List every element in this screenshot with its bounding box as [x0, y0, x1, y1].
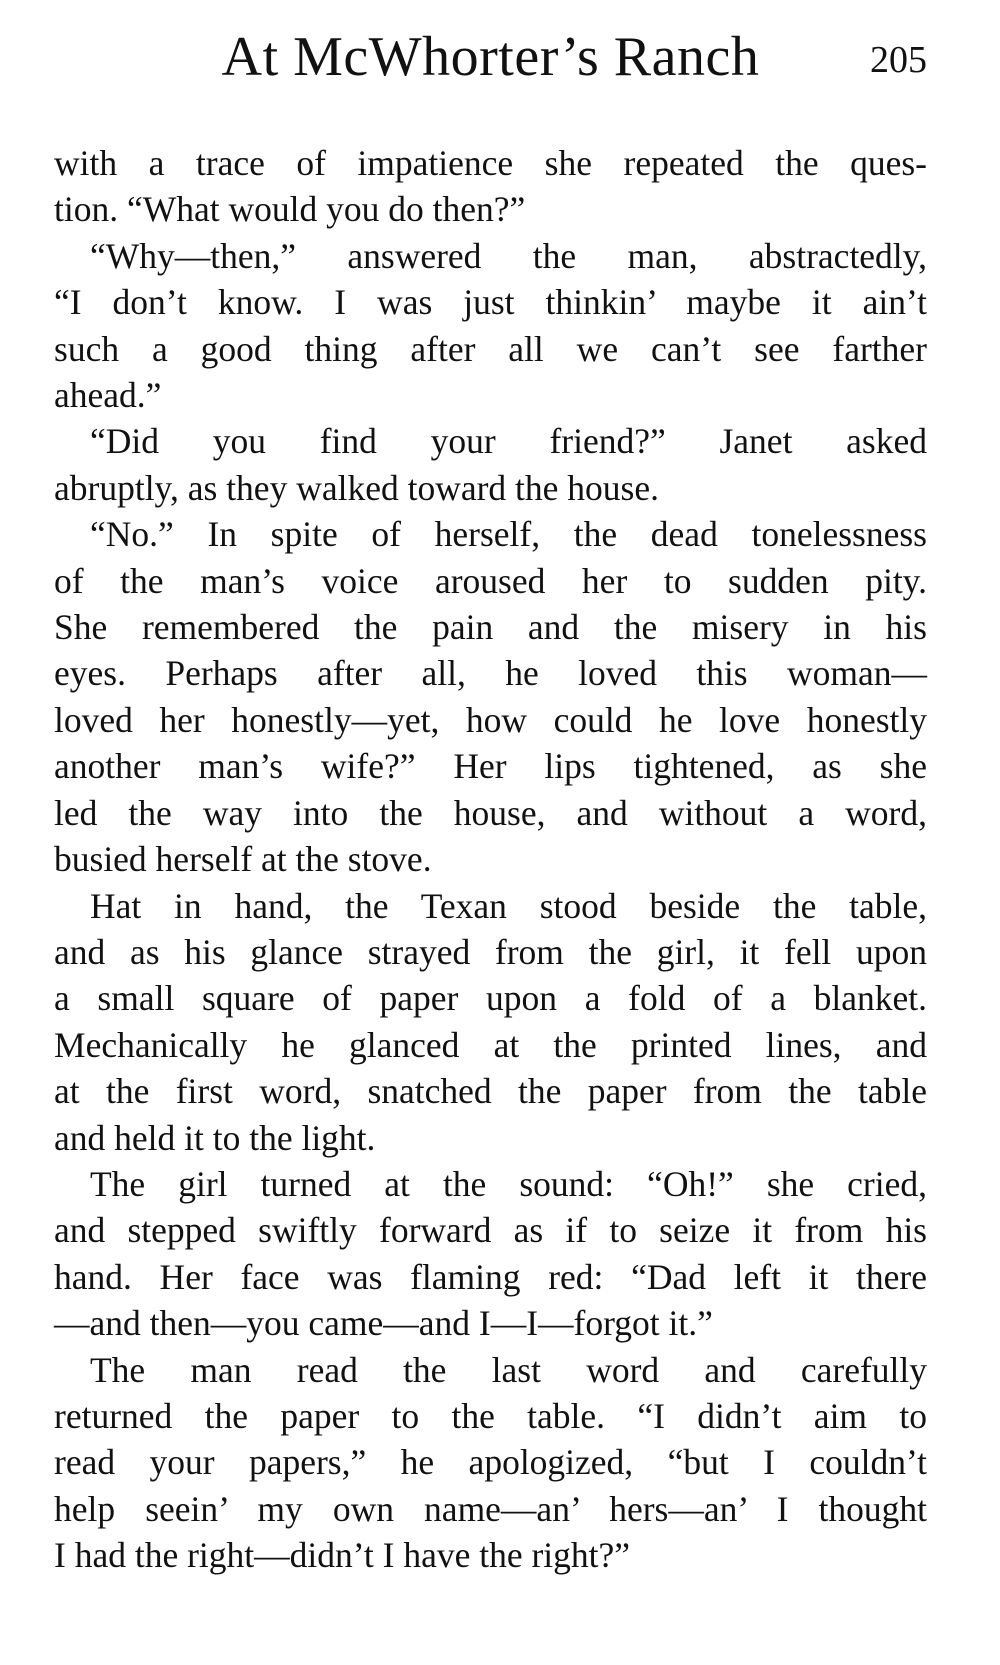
text-line: at the first word, snatched the paper from the table — [54, 1071, 927, 1112]
text-line: loved her honestly—yet, how could he love honestly — [54, 699, 927, 740]
text-line: a small square of paper upon a fold of a blanket. — [54, 978, 927, 1019]
body-text — [54, 140, 927, 1579]
text-line: help seein’ my own name—an’ hers—an’ I thought — [54, 1488, 927, 1529]
text-line: Mechanically he glanced at the printed lines, and — [54, 1024, 927, 1065]
text-line: ahead.” — [54, 375, 162, 416]
text-line: “I don’t know. I was just thinkin’ maybe it ain’t — [54, 282, 927, 323]
text-line: —and then—you came—and I—I—forgot it.” — [54, 1303, 713, 1344]
text-line: and stepped swiftly forward as if to seize it from his — [54, 1210, 927, 1251]
text-line: The girl turned at the sound: “Oh!” she cried, — [90, 1163, 927, 1204]
text-line: and as his glance strayed from the girl, it fell upon — [54, 931, 927, 972]
text-line: Hat in hand, the Texan stood beside the table, — [90, 885, 927, 926]
text-line: tion. “What would you do then?” — [54, 189, 526, 230]
text-line: She remembered the pain and the misery in his — [54, 607, 927, 648]
text-line: and held it to the light. — [54, 1117, 376, 1158]
text-line: of the man’s voice aroused her to sudden pity. — [54, 560, 927, 601]
text-line: abruptly, as they walked toward the house. — [54, 467, 659, 508]
text-line: The man read the last word and carefully — [90, 1349, 927, 1390]
text-line: “Why—then,” answered the man, abstractedly, — [90, 235, 927, 276]
text-line: such a good thing after all we can’t see farther — [54, 328, 927, 369]
text-line: returned the paper to the table. “I didn’t aim to — [54, 1395, 927, 1436]
page-number: 205 — [870, 39, 927, 81]
text-line: read your papers,” he apologized, “but I couldn’t — [54, 1442, 927, 1483]
text-line: “No.” In spite of herself, the dead tonelessness — [90, 514, 927, 555]
chapter-title: At McWhorter’s Ranch — [221, 26, 760, 88]
text-line: led the way into the house, and without a word, — [54, 792, 927, 833]
running-head — [54, 22, 927, 92]
text-line: another man’s wife?” Her lips tightened, as she — [54, 746, 927, 787]
text-line: “Did you find your friend?” Janet asked — [90, 421, 927, 462]
text-line: busied herself at the stove. — [54, 839, 432, 880]
text-line: hand. Her face was flaming red: “Dad left it there — [54, 1256, 927, 1297]
text-line: with a trace of impatience she repeated the ques- — [54, 143, 927, 183]
text-line: I had the right—didn’t I have the right?” — [54, 1535, 631, 1576]
text-line: eyes. Perhaps after all, he loved this woman— — [54, 653, 927, 694]
